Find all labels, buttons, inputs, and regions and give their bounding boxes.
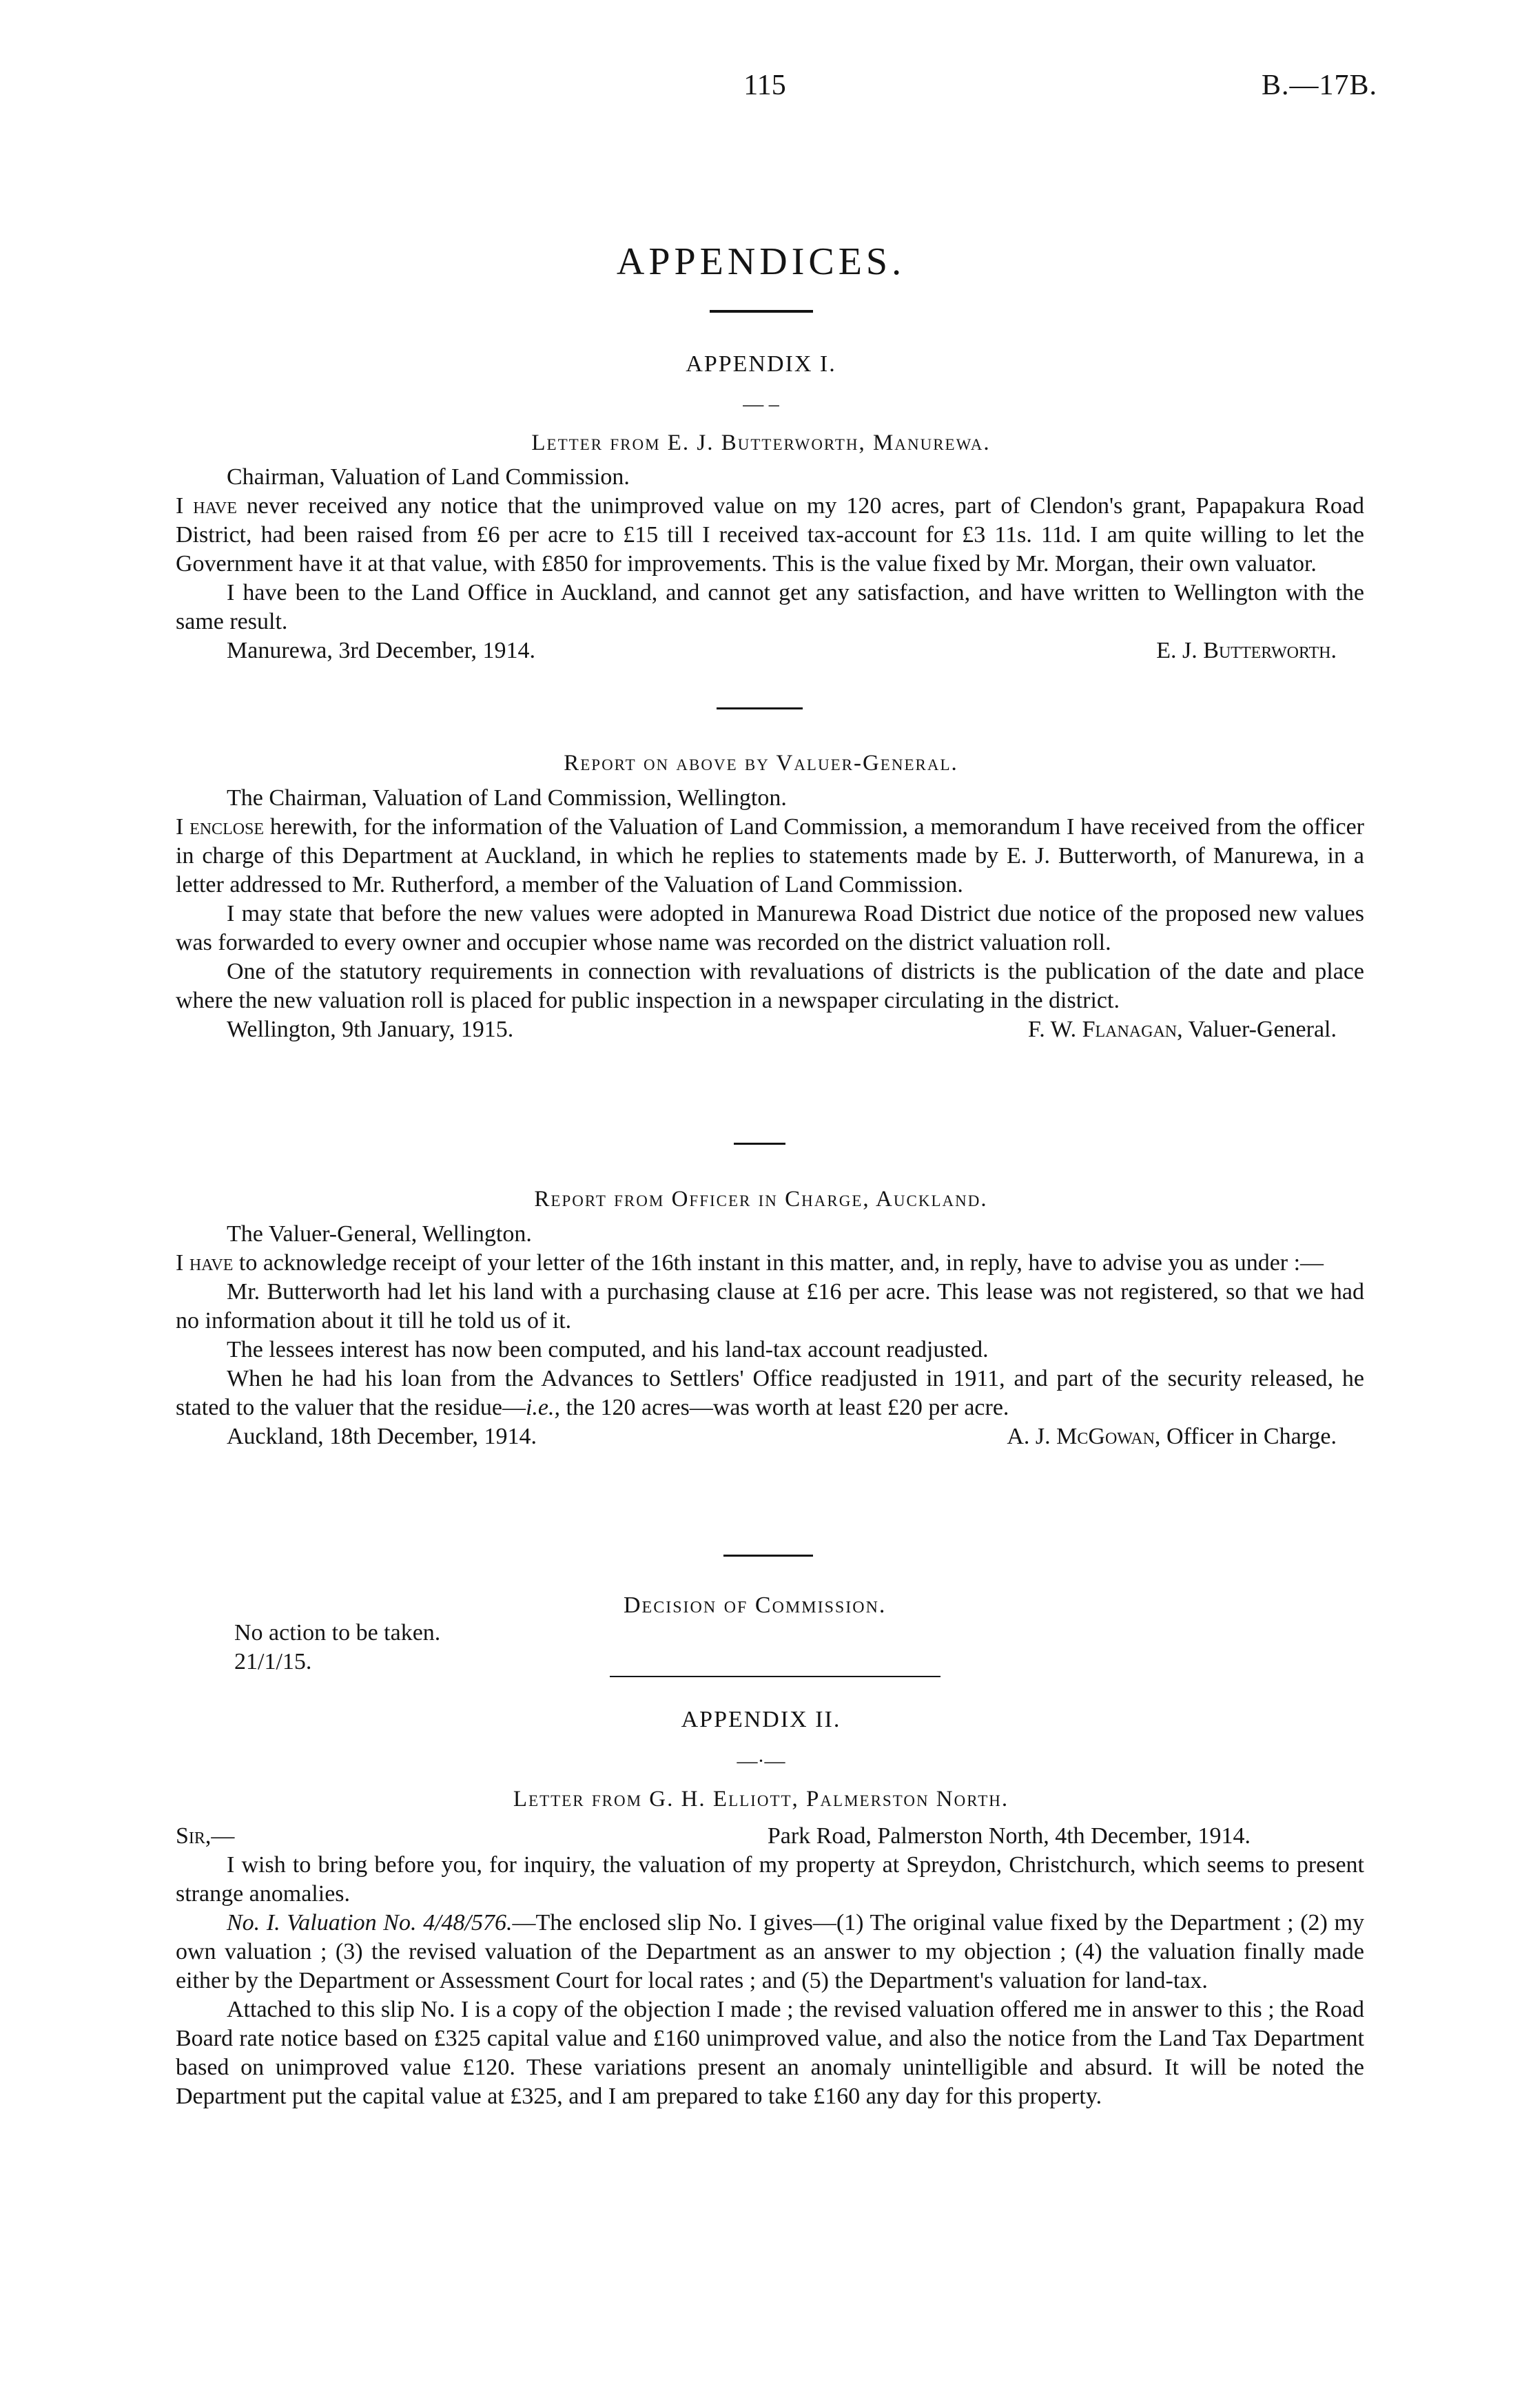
paragraph-text: When he had his loan from the Advances to Settlers' Office readjusted in 1911, and part of the security released, he stated to the valuer that the residue— xyxy=(176,1366,1364,1420)
paragraph-text: herewith, for the information of the Valuation of Land Commission, a memorandum I have received from the officer in charge of this Department at Auckland, in which he replies to statements made by E. J. Butterworth, of Manurewa, in a letter addressed to Mr. Rutherford, a member of the Valuation of Land Commission. xyxy=(176,814,1364,897)
signature-place-date: Auckland, 18th December, 1914. xyxy=(227,1424,537,1449)
paragraph-italic: i.e., xyxy=(525,1395,560,1420)
report-signature xyxy=(176,1015,1364,1044)
report-officer-heading: Report from Officer in Charge, Auckland. xyxy=(534,1187,988,1212)
lead-words: I have xyxy=(176,493,237,519)
report-valuer-general-heading: Report on above by Valuer-General. xyxy=(564,751,958,776)
report-paragraph: Mr. Butterworth had let his land with a purchasing clause at £16 per acre. This lease was not registered, so that we had no information about it till he told us of it. xyxy=(176,1279,1364,1333)
paragraph-text: to acknowledge receipt of your letter of the 16th instant in this matter, and, in reply, have to advise you as under :— xyxy=(233,1250,1324,1276)
section-divider xyxy=(734,1143,785,1145)
decision-text: No action to be taken. xyxy=(234,1620,441,1646)
report-paragraph: The lessees interest has now been computed, and his land-tax account readjusted. xyxy=(227,1337,989,1362)
title-rule xyxy=(710,310,813,313)
letter-paragraph xyxy=(176,492,1364,579)
elliott-letter xyxy=(176,1822,1364,2111)
letter-heading-elliott: Letter from G. H. Elliott, Palmerston North. xyxy=(513,1787,1009,1812)
appendix-2-heading: APPENDIX II. xyxy=(681,1707,841,1732)
letter-paragraph: Attached to this slip No. I is a copy of the objection I made ; the revised valuation offered me in answer to this ; the Road Board rate notice based on £325 capital value and £160 unimproved value, and also the notice from the Land Tax Department based on unimproved value £120. These variations present an anomaly unintelligible and absurd. It will be noted the Department put the capital value at £325, and I am prepared to take £160 any day for this property. xyxy=(176,1997,1364,2109)
officer-report xyxy=(176,1220,1364,1451)
decision-heading: Decision of Commission. xyxy=(624,1592,887,1618)
letter-paragraph xyxy=(176,1909,1364,1995)
salutation: Sir,— xyxy=(176,1823,235,1849)
decision-date: 21/1/15. xyxy=(234,1649,312,1674)
lead-words: I have xyxy=(176,1250,234,1276)
letter-paragraph: I wish to bring before you, for inquiry, the valuation of my property at Spreydon, Christchurch, which seems to present strange anomalies. xyxy=(176,1852,1364,1907)
signature-name: E. J. Butterworth. xyxy=(1156,638,1337,663)
paragraph-italic: No. I. Valuation No. 4/48/576. xyxy=(227,1910,513,1935)
report-paragraph: I may state that before the new values were adopted in Manurewa Road District due notice of the proposed new values was forwarded to every owner and occupier whose name was recorded on the district valuation roll. xyxy=(176,901,1364,955)
report-salutation: The Valuer-General, Wellington. xyxy=(227,1221,532,1247)
letter-salutation: Chairman, Valuation of Land Commission. xyxy=(227,464,630,490)
butterworth-letter xyxy=(176,463,1364,665)
report-salutation: The Chairman, Valuation of Land Commission, Wellington. xyxy=(227,785,787,811)
report-paragraph xyxy=(176,813,1364,900)
appendix-1-heading: APPENDIX I. xyxy=(686,351,836,377)
signature-title: Officer in Charge. xyxy=(1160,1424,1337,1449)
paragraph-text: never received any notice that the unimproved value on my 120 acres, part of Clendon's grant, Papapakura Road District, had been raised from £6 per acre to £15 till I received tax-account for £3 11s. 11d. I am quite willing to let the Government have it at that value, with £850 for improvements. This is the value fixed by Mr. Morgan, their own valuator. xyxy=(176,493,1364,577)
page-title: APPENDICES. xyxy=(616,240,906,283)
signature-name: F. W. Flanagan, xyxy=(1028,1017,1183,1042)
letter-opening xyxy=(176,1822,1364,1851)
signature-block xyxy=(1007,1422,1337,1451)
report-paragraph xyxy=(176,1249,1364,1278)
sender-address: Park Road, Palmerston North, 4th December, 1914. xyxy=(767,1823,1251,1849)
letter-paragraph: I have been to the Land Office in Auckland, and cannot get any satisfaction, and have written to Wellington with the same result. xyxy=(176,580,1364,634)
lead-words: I enclose xyxy=(176,814,265,840)
report-paragraph xyxy=(176,1364,1364,1422)
decision-rule xyxy=(610,1676,940,1677)
report-signature xyxy=(176,1422,1364,1451)
signature-block xyxy=(1028,1015,1337,1044)
signature-title: Valuer-General. xyxy=(1182,1017,1337,1042)
letter-signature xyxy=(176,636,1364,665)
paragraph-text: —The enclosed slip No. I gives—(1) The original value fixed by the Department ; (2) my own valuation ; (3) the revised valuation of the Department as an answer to my objection ; (4) the valuation finally made either by the Department or Assessment Court for local rates ; and (5) the Department's valuation for land-tax. xyxy=(176,1910,1364,1993)
valuer-general-report xyxy=(176,784,1364,1044)
report-paragraph: One of the statutory requirements in connection with revaluations of districts is the publication of the date and place where the new valuation roll is placed for public inspection in a newspaper circulating in the district. xyxy=(176,959,1364,1013)
signature-name: A. J. McGowan, xyxy=(1007,1424,1161,1449)
section-divider xyxy=(723,1555,813,1557)
page-number: 115 xyxy=(743,70,786,101)
ornament-divider: — – xyxy=(743,393,779,415)
ornament-divider: —·— xyxy=(737,1750,785,1772)
letter-heading-butterworth: Letter from E. J. Butterworth, Manurewa. xyxy=(531,430,991,455)
signature-place-date: Wellington, 9th January, 1915. xyxy=(227,1017,514,1042)
section-divider xyxy=(717,707,803,709)
paragraph-text: the 120 acres—was worth at least £20 per acre. xyxy=(560,1395,1009,1420)
document-reference: B.—17B. xyxy=(1261,70,1377,101)
signature-place-date: Manurewa, 3rd December, 1914. xyxy=(227,638,536,663)
